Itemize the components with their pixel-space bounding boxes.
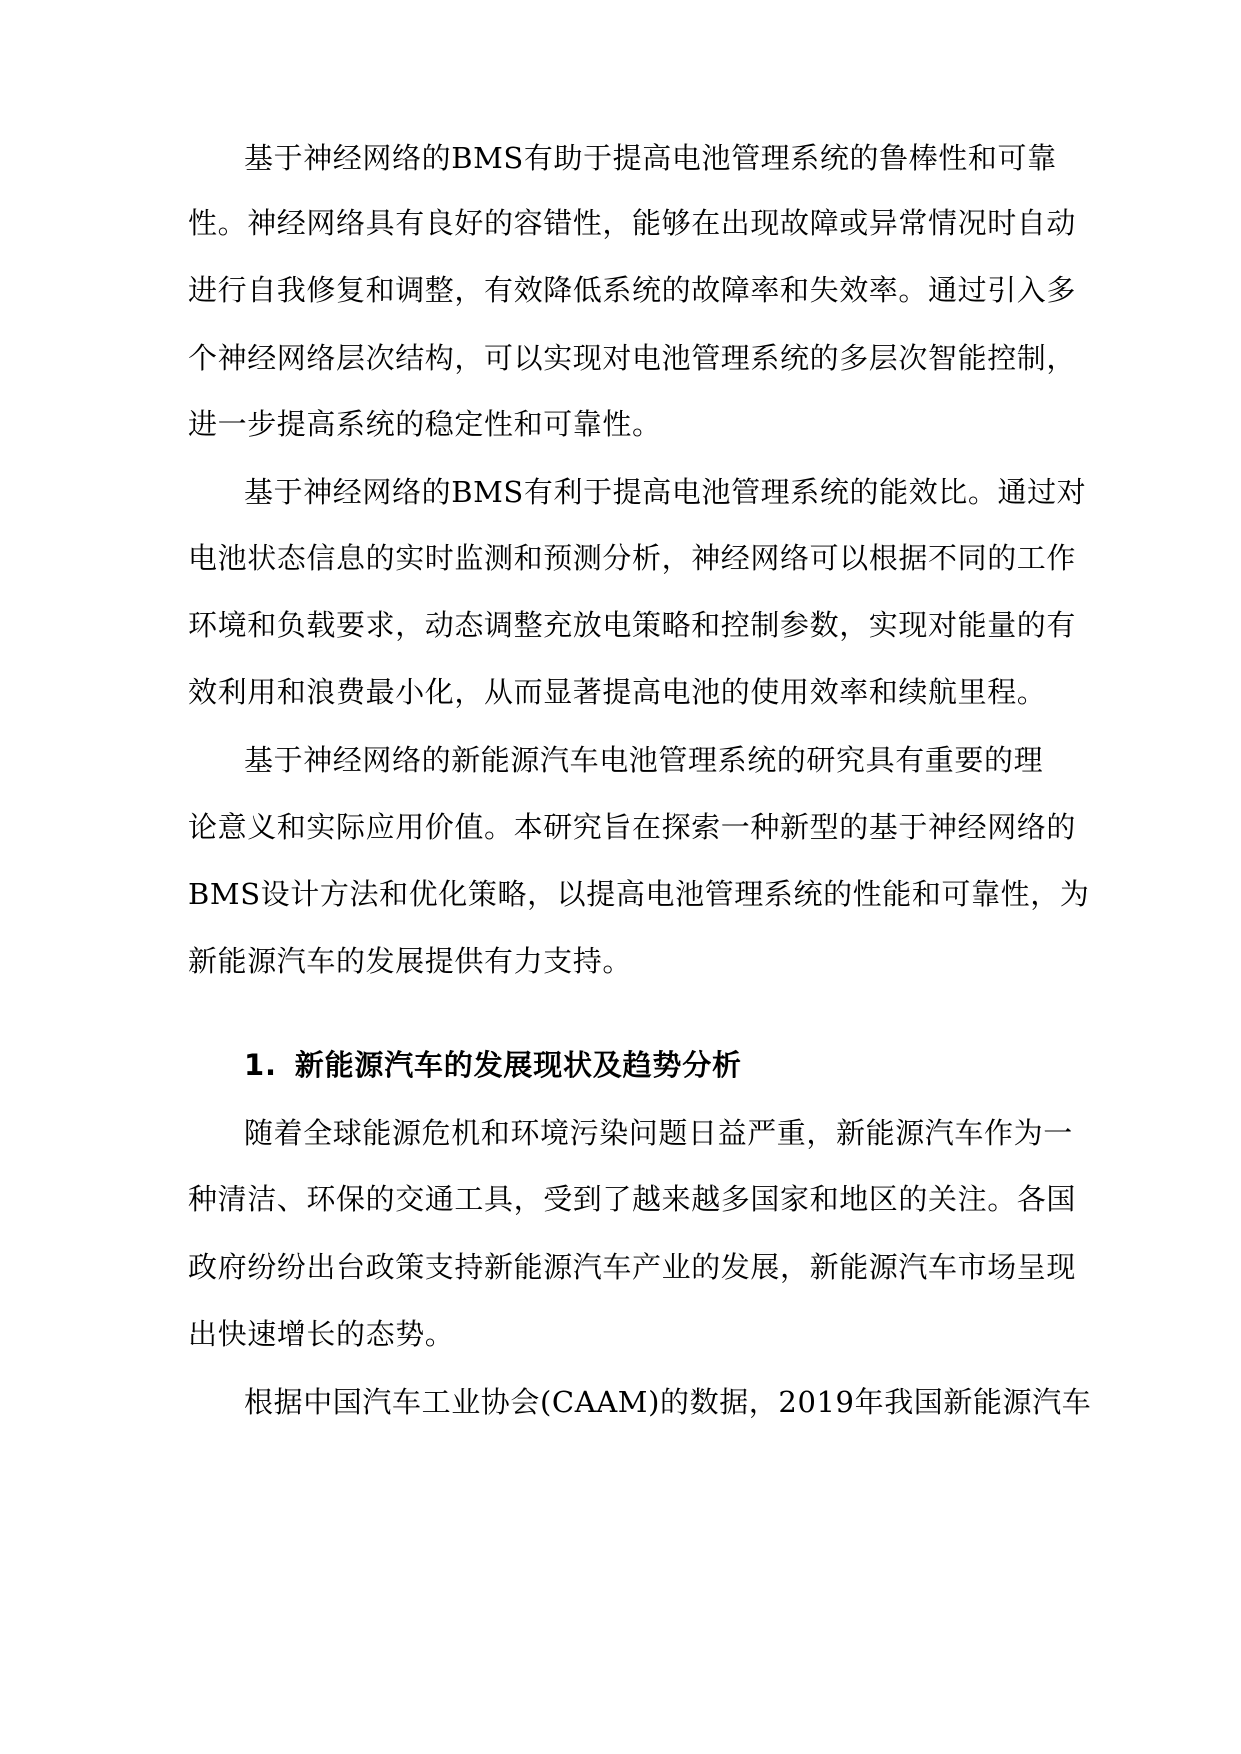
section-title: 新能源汽车的发展现状及趋势分析 <box>294 1048 742 1082</box>
paragraph-line: 进行自我修复和调整，有效降低系统的故障率和失效率。通过引入多 <box>188 273 1077 307</box>
paragraph-line: 出快速增长的态势。 <box>188 1317 455 1351</box>
paragraph-line: 论意义和实际应用价值。本研究旨在探索一种新型的基于神经网络的 <box>188 810 1077 844</box>
paragraph-line: 基于神经网络的BMS有助于提高电池管理系统的鲁棒性和可靠 <box>244 141 1057 175</box>
paragraph-line: 进一步提高系统的稳定性和可靠性。 <box>188 407 662 441</box>
paragraph-line: 随着全球能源危机和环境污染问题日益严重，新能源汽车作为一 <box>244 1116 1073 1150</box>
paragraph-line: 环境和负载要求，动态调整充放电策略和控制参数，实现对能量的有 <box>188 608 1077 642</box>
paragraph-line: 新能源汽车的发展提供有力支持。 <box>188 944 633 978</box>
section-heading <box>244 1047 742 1083</box>
paragraph-line: 效利用和浪费最小化，从而显著提高电池的使用效率和续航里程。 <box>188 675 1047 709</box>
paragraph-line: BMS设计方法和优化策略，以提高电池管理系统的性能和可靠性，为 <box>188 877 1090 911</box>
paragraph-line: 基于神经网络的BMS有利于提高电池管理系统的能效比。通过对 <box>244 475 1087 509</box>
paragraph-line: 基于神经网络的新能源汽车电池管理系统的研究具有重要的理 <box>244 743 1044 777</box>
paragraph-line: 政府纷纷出台政策支持新能源汽车产业的发展，新能源汽车市场呈现 <box>188 1250 1077 1284</box>
paragraph-line: 电池状态信息的实时监测和预测分析，神经网络可以根据不同的工作 <box>188 541 1077 575</box>
paragraph-line: 性。神经网络具有良好的容错性，能够在出现故障或异常情况时自动 <box>188 206 1077 240</box>
section-number: 1. <box>244 1048 277 1082</box>
paragraph-line: 种清洁、环保的交通工具，受到了越来越多国家和地区的关注。各国 <box>188 1182 1077 1216</box>
paragraph-line: 个神经网络层次结构，可以实现对电池管理系统的多层次智能控制， <box>188 341 1077 375</box>
paragraph-line: 根据中国汽车工业协会(CAAM)的数据，2019年我国新能源汽车 <box>244 1385 1092 1419</box>
